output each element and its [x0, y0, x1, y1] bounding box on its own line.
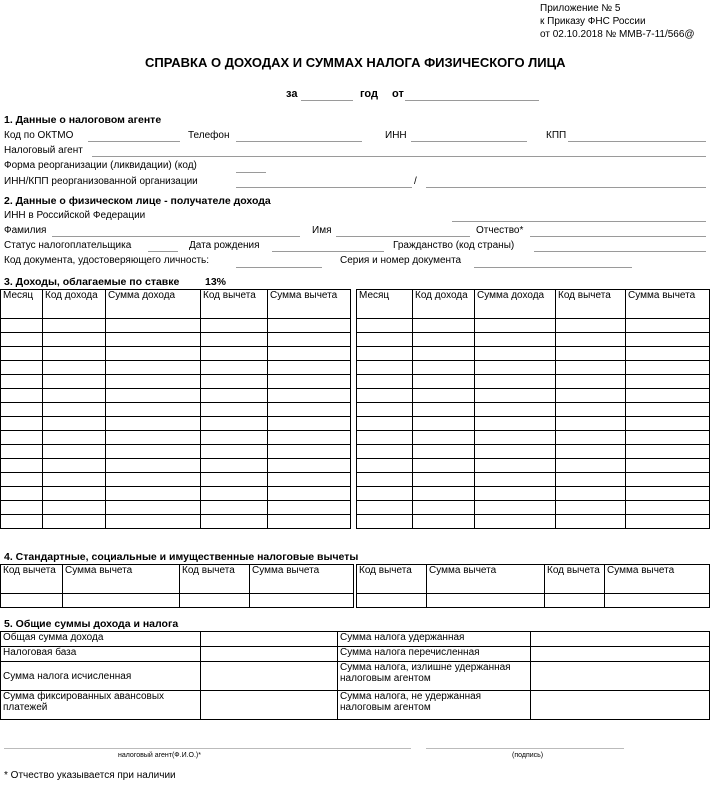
income-cell[interactable]: [626, 375, 710, 389]
income-cell[interactable]: [201, 333, 268, 347]
income-cell[interactable]: [268, 515, 351, 529]
agent-name-caption: налоговый агент(Ф.И.О.)*: [118, 752, 201, 759]
tax-base-label: Налоговая база: [1, 647, 201, 662]
income-cell[interactable]: [556, 459, 626, 473]
birth-label: Дата рождения: [189, 240, 260, 251]
patronymic-label: Отчество*: [476, 225, 524, 236]
income-cell[interactable]: [201, 347, 268, 361]
income-cell[interactable]: [201, 459, 268, 473]
income-cell[interactable]: [1, 319, 43, 333]
income-row: [1, 347, 710, 361]
doc-series-label: Серия и номер документа: [340, 255, 462, 266]
income-cell[interactable]: [268, 347, 351, 361]
income-cell[interactable]: [43, 487, 106, 501]
agent-name-line[interactable]: [4, 748, 411, 749]
income-cell[interactable]: [413, 487, 475, 501]
income-cell[interactable]: [357, 445, 413, 459]
surname-field[interactable]: [52, 236, 300, 237]
status-label: Статус налогоплательщика: [4, 240, 132, 251]
income-cell[interactable]: [475, 501, 556, 515]
income-cell[interactable]: [43, 319, 106, 333]
totals-row: [1, 647, 710, 662]
phone-field[interactable]: [236, 141, 362, 142]
income-cell[interactable]: [357, 389, 413, 403]
income-cell[interactable]: [475, 445, 556, 459]
col-deduction-sum: Сумма вычета: [268, 290, 351, 319]
income-cell[interactable]: [1, 361, 43, 375]
income-cell[interactable]: [268, 417, 351, 431]
income-cell[interactable]: [106, 361, 201, 375]
income-row: [1, 319, 710, 333]
reorg-inn-label: ИНН/КПП реорганизованной организации: [4, 176, 198, 187]
deduction-sum-cell[interactable]: [605, 594, 710, 608]
section2-title: 2. Данные о физическом лице - получателе дохода: [4, 195, 271, 207]
income-cell[interactable]: [1, 403, 43, 417]
income-cell[interactable]: [626, 515, 710, 529]
income-cell[interactable]: [43, 417, 106, 431]
reorg-form-label: Форма реорганизации (ликвидации) (код): [4, 160, 197, 171]
deduction-sum-cell[interactable]: [250, 594, 354, 608]
appendix-number: Приложение № 5: [540, 3, 621, 14]
income-cell[interactable]: [43, 375, 106, 389]
income-cell[interactable]: [201, 515, 268, 529]
income-cell[interactable]: [626, 389, 710, 403]
income-cell[interactable]: [106, 487, 201, 501]
deductions-table: [0, 564, 710, 608]
income-cell[interactable]: [106, 403, 201, 417]
income-cell[interactable]: [475, 459, 556, 473]
tax-overwithheld-label: Сумма налога, излишне удержанная налоговым агентом: [338, 662, 531, 691]
tax-not-withheld-label: Сумма налога, не удержанная налоговым агентом: [338, 691, 531, 720]
income-cell[interactable]: [357, 417, 413, 431]
income-cell[interactable]: [106, 459, 201, 473]
reorg-slash: /: [414, 176, 417, 187]
signature-line[interactable]: [426, 748, 624, 749]
col-deduction-code: Код вычета: [556, 290, 626, 319]
oktmo-field[interactable]: [88, 141, 180, 142]
income-cell[interactable]: [475, 515, 556, 529]
income-cell[interactable]: [268, 389, 351, 403]
col-income-sum: Сумма дохода: [106, 290, 201, 319]
income-cell[interactable]: [413, 445, 475, 459]
income-cell[interactable]: [43, 459, 106, 473]
income-row: [1, 459, 710, 473]
deduction-code-header: Код вычета: [545, 565, 605, 594]
income-cell[interactable]: [626, 403, 710, 417]
agent-inn-field[interactable]: [411, 141, 527, 142]
income-cell[interactable]: [201, 431, 268, 445]
income-cell[interactable]: [626, 459, 710, 473]
income-cell[interactable]: [43, 445, 106, 459]
income-cell[interactable]: [1, 375, 43, 389]
income-cell[interactable]: [106, 515, 201, 529]
income-cell[interactable]: [43, 347, 106, 361]
income-cell[interactable]: [43, 501, 106, 515]
income-cell[interactable]: [556, 333, 626, 347]
income-cell[interactable]: [413, 375, 475, 389]
income-cell[interactable]: [626, 347, 710, 361]
income-cell[interactable]: [626, 319, 710, 333]
income-cell[interactable]: [106, 333, 201, 347]
income-cell[interactable]: [413, 347, 475, 361]
income-cell[interactable]: [626, 501, 710, 515]
income-row: [1, 333, 710, 347]
name-field[interactable]: [336, 236, 470, 237]
income-cell[interactable]: [268, 333, 351, 347]
income-cell[interactable]: [201, 501, 268, 515]
advance-payments-label: Сумма фиксированных авансовых платежей: [1, 691, 201, 720]
income-cell[interactable]: [268, 473, 351, 487]
total-income-label: Общая сумма дохода: [1, 632, 201, 647]
deduction-code-cell[interactable]: [545, 594, 605, 608]
reorg-form-field[interactable]: [236, 172, 266, 173]
income-cell[interactable]: [556, 375, 626, 389]
income-cell[interactable]: [556, 347, 626, 361]
income-cell[interactable]: [626, 487, 710, 501]
income-cell[interactable]: [43, 431, 106, 445]
reorg-inn-field[interactable]: [236, 187, 412, 188]
income-cell[interactable]: [475, 487, 556, 501]
doc-code-label: Код документа, удостоверяющего личность:: [4, 255, 210, 266]
income-cell[interactable]: [475, 319, 556, 333]
col-month: Месяц: [1, 290, 43, 319]
section5-title: 5. Общие суммы дохода и налога: [4, 618, 179, 630]
income-cell[interactable]: [357, 473, 413, 487]
col-income-code: Код дохода: [413, 290, 475, 319]
income-cell[interactable]: [413, 501, 475, 515]
surname-label: Фамилия: [4, 225, 47, 236]
income-row: [1, 389, 710, 403]
income-cell[interactable]: [43, 333, 106, 347]
section3-title: 3. Доходы, облагаемые по ставке: [4, 276, 180, 288]
income-cell[interactable]: [413, 417, 475, 431]
income-cell[interactable]: [268, 445, 351, 459]
income-cell[interactable]: [201, 445, 268, 459]
income-cell[interactable]: [556, 403, 626, 417]
income-cell[interactable]: [413, 361, 475, 375]
income-cell[interactable]: [475, 361, 556, 375]
income-cell[interactable]: [475, 473, 556, 487]
income-cell[interactable]: [268, 459, 351, 473]
income-cell[interactable]: [357, 333, 413, 347]
income-cell[interactable]: [357, 319, 413, 333]
income-cell[interactable]: [357, 361, 413, 375]
income-cell[interactable]: [556, 319, 626, 333]
col-month: Месяц: [357, 290, 413, 319]
income-cell[interactable]: [268, 403, 351, 417]
income-cell[interactable]: [268, 319, 351, 333]
income-cell[interactable]: [475, 431, 556, 445]
kpp-label: КПП: [546, 130, 567, 141]
deduction-sum-header: Сумма вычета: [427, 565, 545, 594]
citizenship-label: Гражданство (код страны): [393, 240, 515, 251]
deduction-sum-cell[interactable]: [427, 594, 545, 608]
tax-transferred-label: Сумма налога перечисленная: [338, 647, 531, 662]
order-reference: к Приказу ФНС России: [540, 16, 646, 27]
income-cell[interactable]: [556, 445, 626, 459]
income-cell[interactable]: [556, 389, 626, 403]
income-cell[interactable]: [1, 333, 43, 347]
deduction-sum-header: Сумма вычета: [63, 565, 180, 594]
kpp-field[interactable]: [568, 141, 706, 142]
deduction-code-cell[interactable]: [1, 594, 63, 608]
income-cell[interactable]: [268, 487, 351, 501]
income-cell[interactable]: [201, 487, 268, 501]
income-cell[interactable]: [1, 515, 43, 529]
income-cell[interactable]: [413, 431, 475, 445]
tax-calculated-label: Сумма налога исчисленная: [1, 662, 201, 691]
citizenship-field[interactable]: [534, 251, 706, 252]
income-cell[interactable]: [268, 501, 351, 515]
income-cell[interactable]: [1, 417, 43, 431]
year-field[interactable]: [301, 100, 353, 101]
tax-calculated-value[interactable]: [201, 662, 338, 691]
income-cell[interactable]: [413, 319, 475, 333]
income-cell[interactable]: [106, 347, 201, 361]
income-cell[interactable]: [201, 319, 268, 333]
income-cell[interactable]: [413, 459, 475, 473]
doc-series-field[interactable]: [474, 267, 632, 268]
deduction-code-header: Код вычета: [357, 565, 427, 594]
deduction-sum-cell[interactable]: [63, 594, 180, 608]
inn-rf-field[interactable]: [452, 221, 706, 222]
oktmo-label: Код по ОКТМО: [4, 130, 74, 141]
income-cell[interactable]: [106, 473, 201, 487]
income-cell[interactable]: [43, 389, 106, 403]
income-cell[interactable]: [1, 487, 43, 501]
income-cell[interactable]: [1, 347, 43, 361]
income-cell[interactable]: [626, 473, 710, 487]
income-cell[interactable]: [106, 501, 201, 515]
agent-inn-label: ИНН: [385, 130, 407, 141]
income-cell[interactable]: [201, 473, 268, 487]
income-row: [1, 473, 710, 487]
income-cell[interactable]: [626, 445, 710, 459]
income-cell[interactable]: [106, 319, 201, 333]
income-cell[interactable]: [106, 375, 201, 389]
income-cell[interactable]: [43, 361, 106, 375]
income-cell[interactable]: [201, 403, 268, 417]
income-cell[interactable]: [1, 445, 43, 459]
deductions-header-row: [1, 565, 710, 594]
income-cell[interactable]: [1, 431, 43, 445]
income-row: [1, 487, 710, 501]
period-ot: от: [392, 88, 404, 100]
income-cell[interactable]: [413, 403, 475, 417]
section4-title: 4. Стандартные, социальные и имущественные налоговые вычеты: [4, 551, 359, 563]
income-cell[interactable]: [357, 515, 413, 529]
agent-label: Налоговый агент: [4, 145, 83, 156]
income-row: [1, 417, 710, 431]
income-cell[interactable]: [556, 501, 626, 515]
footnote: * Отчество указывается при наличии: [4, 770, 176, 781]
income-table: [0, 289, 710, 529]
totals-table: [0, 631, 710, 720]
income-cell[interactable]: [201, 375, 268, 389]
income-cell[interactable]: [556, 515, 626, 529]
income-header-row: [1, 290, 710, 319]
total-income-value[interactable]: [201, 632, 338, 647]
page-title: СПРАВКА О ДОХОДАХ И СУММАХ НАЛОГА ФИЗИЧЕСКОГО ЛИЦА: [145, 55, 566, 70]
section1-title: 1. Данные о налоговом агенте: [4, 114, 162, 126]
totals-row: [1, 691, 710, 720]
income-cell[interactable]: [556, 361, 626, 375]
income-row: [1, 501, 710, 515]
income-cell[interactable]: [43, 473, 106, 487]
income-cell[interactable]: [106, 431, 201, 445]
income-row: [1, 361, 710, 375]
income-cell[interactable]: [268, 431, 351, 445]
order-date: от 02.10.2018 № ММВ-7-11/566@: [540, 29, 695, 40]
period-god: год: [360, 88, 378, 100]
income-cell[interactable]: [626, 417, 710, 431]
income-row: [1, 375, 710, 389]
col-deduction-code: Код вычета: [201, 290, 268, 319]
income-cell[interactable]: [626, 431, 710, 445]
income-cell[interactable]: [43, 515, 106, 529]
income-cell[interactable]: [1, 473, 43, 487]
deductions-row: [1, 594, 710, 608]
col-income-sum: Сумма дохода: [475, 290, 556, 319]
tax-not-withheld-value[interactable]: [531, 691, 710, 720]
income-row: [1, 515, 710, 529]
col-income-code: Код дохода: [43, 290, 106, 319]
income-cell[interactable]: [43, 403, 106, 417]
income-cell[interactable]: [357, 403, 413, 417]
income-cell[interactable]: [106, 417, 201, 431]
income-cell[interactable]: [201, 389, 268, 403]
advance-payments-value[interactable]: [201, 691, 338, 720]
income-cell[interactable]: [357, 347, 413, 361]
totals-row: [1, 632, 710, 647]
income-cell[interactable]: [357, 501, 413, 515]
income-cell[interactable]: [1, 501, 43, 515]
col-deduction-sum: Сумма вычета: [626, 290, 710, 319]
income-cell[interactable]: [1, 389, 43, 403]
date-field[interactable]: [405, 100, 539, 101]
income-cell[interactable]: [556, 417, 626, 431]
income-cell[interactable]: [106, 445, 201, 459]
deduction-code-cell[interactable]: [180, 594, 250, 608]
income-cell[interactable]: [357, 487, 413, 501]
tax-transferred-value[interactable]: [531, 647, 710, 662]
inn-rf-label: ИНН в Российской Федерации: [4, 210, 146, 221]
phone-label: Телефон: [188, 130, 230, 141]
tax-withheld-value[interactable]: [531, 632, 710, 647]
doc-code-field[interactable]: [236, 267, 322, 268]
birth-field[interactable]: [272, 251, 384, 252]
income-cell[interactable]: [475, 347, 556, 361]
deduction-code-cell[interactable]: [357, 594, 427, 608]
income-cell[interactable]: [201, 361, 268, 375]
signature-caption: (подпись): [512, 752, 544, 759]
income-cell[interactable]: [475, 389, 556, 403]
income-row: [1, 403, 710, 417]
income-cell[interactable]: [357, 459, 413, 473]
income-cell[interactable]: [556, 431, 626, 445]
period-za: за: [286, 88, 298, 100]
income-cell[interactable]: [475, 417, 556, 431]
tax-overwithheld-value[interactable]: [531, 662, 710, 691]
income-cell[interactable]: [626, 333, 710, 347]
tax-rate: 13%: [205, 276, 227, 288]
income-cell[interactable]: [357, 375, 413, 389]
income-cell[interactable]: [268, 361, 351, 375]
income-cell[interactable]: [413, 389, 475, 403]
income-row: [1, 431, 710, 445]
income-cell[interactable]: [475, 375, 556, 389]
income-cell[interactable]: [106, 389, 201, 403]
income-cell[interactable]: [357, 431, 413, 445]
deduction-code-header: Код вычета: [1, 565, 63, 594]
totals-row: [1, 662, 710, 691]
deduction-sum-header: Сумма вычета: [250, 565, 354, 594]
deduction-sum-header: Сумма вычета: [605, 565, 710, 594]
agent-field[interactable]: [92, 156, 706, 157]
income-cell[interactable]: [201, 417, 268, 431]
deduction-code-header: Код вычета: [180, 565, 250, 594]
patronymic-field[interactable]: [530, 236, 706, 237]
income-cell[interactable]: [268, 375, 351, 389]
name-label: Имя: [312, 225, 332, 236]
income-cell[interactable]: [413, 515, 475, 529]
status-field[interactable]: [148, 251, 178, 252]
income-cell[interactable]: [626, 361, 710, 375]
income-cell[interactable]: [413, 473, 475, 487]
income-row: [1, 445, 710, 459]
tax-base-value[interactable]: [201, 647, 338, 662]
income-cell[interactable]: [1, 459, 43, 473]
tax-withheld-label: Сумма налога удержанная: [338, 632, 531, 647]
income-cell[interactable]: [475, 403, 556, 417]
reorg-kpp-field[interactable]: [426, 187, 706, 188]
income-cell[interactable]: [475, 333, 556, 347]
income-cell[interactable]: [413, 333, 475, 347]
income-cell[interactable]: [556, 473, 626, 487]
income-cell[interactable]: [556, 487, 626, 501]
